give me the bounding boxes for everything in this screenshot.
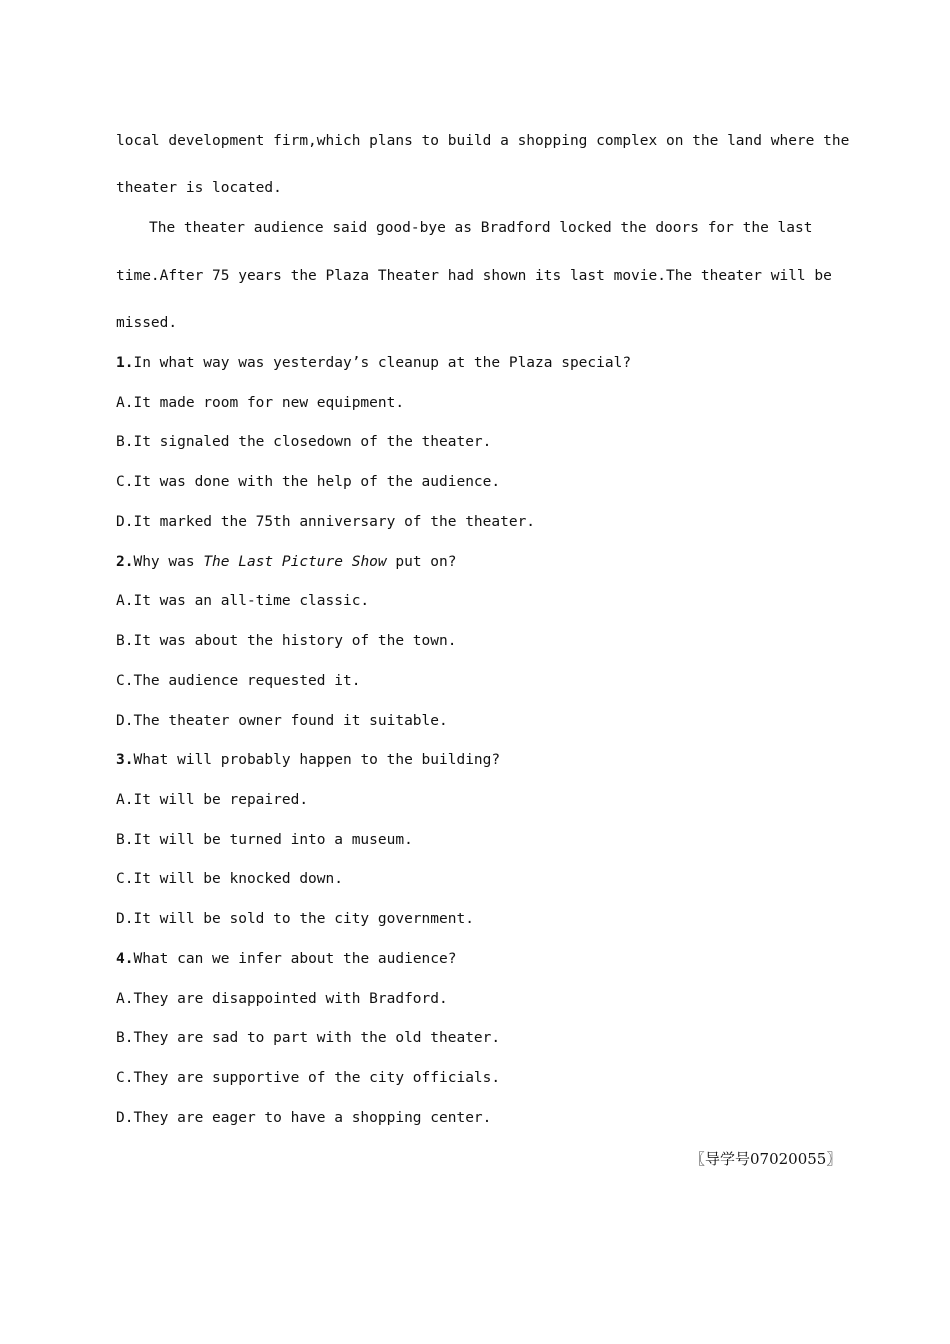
question-text: put on? [386, 554, 457, 570]
passage-line: time.After 75 years the Plaza Theater had shown its last movie.The theater will be [116, 268, 832, 284]
option-3d: D.It will be sold to the city government. [116, 911, 474, 927]
option-2b: B.It was about the history of the town. [116, 633, 457, 649]
option-1d: D.It marked the 75th anniversary of the theater. [116, 514, 536, 530]
option-1a: A.It made room for new equipment. [116, 395, 405, 411]
option-3b: B.It will be turned into a museum. [116, 832, 413, 848]
option-4a: A.They are disappointed with Bradford. [116, 991, 448, 1007]
option-3c: C.It will be knocked down. [116, 871, 343, 887]
option-2a: A.It was an all-time classic. [116, 593, 370, 609]
option-4d: D.They are eager to have a shopping center. [116, 1110, 492, 1126]
option-4c: C.They are supportive of the city officials. [116, 1070, 501, 1086]
passage-line: missed. [116, 315, 178, 331]
question-text: In what way was yesterday’s cleanup at the Plaza special? [133, 355, 632, 371]
question-number: 2. [116, 554, 134, 570]
question-number: 3. [116, 752, 134, 768]
question-text: What can we infer about the audience? [133, 951, 457, 967]
option-2d: D.The theater owner found it suitable. [116, 713, 448, 729]
option-2c: C.The audience requested it. [116, 673, 361, 689]
question-3 [116, 750, 500, 770]
passage-line: theater is located. [116, 180, 282, 196]
passage-line: The theater audience said good-bye as Bradford locked the doors for the last [149, 220, 813, 236]
question-number: 1. [116, 355, 134, 371]
passage-line: local development firm,which plans to build a shopping complex on the land where the [116, 133, 850, 149]
option-1b: B.It signaled the closedown of the theater. [116, 434, 492, 450]
option-4b: B.They are sad to part with the old theater. [116, 1030, 501, 1046]
question-2 [116, 552, 456, 572]
question-text: Why was [133, 554, 204, 570]
option-3a: A.It will be repaired. [116, 792, 309, 808]
reference-number: 〖导学号07020055〗 [690, 1150, 842, 1168]
question-number: 4. [116, 951, 134, 967]
movie-title: The Last Picture Show [203, 554, 387, 570]
question-text: What will probably happen to the building? [133, 752, 501, 768]
option-1c: C.It was done with the help of the audience. [116, 474, 501, 490]
question-4 [116, 949, 456, 969]
question-1 [116, 353, 631, 373]
